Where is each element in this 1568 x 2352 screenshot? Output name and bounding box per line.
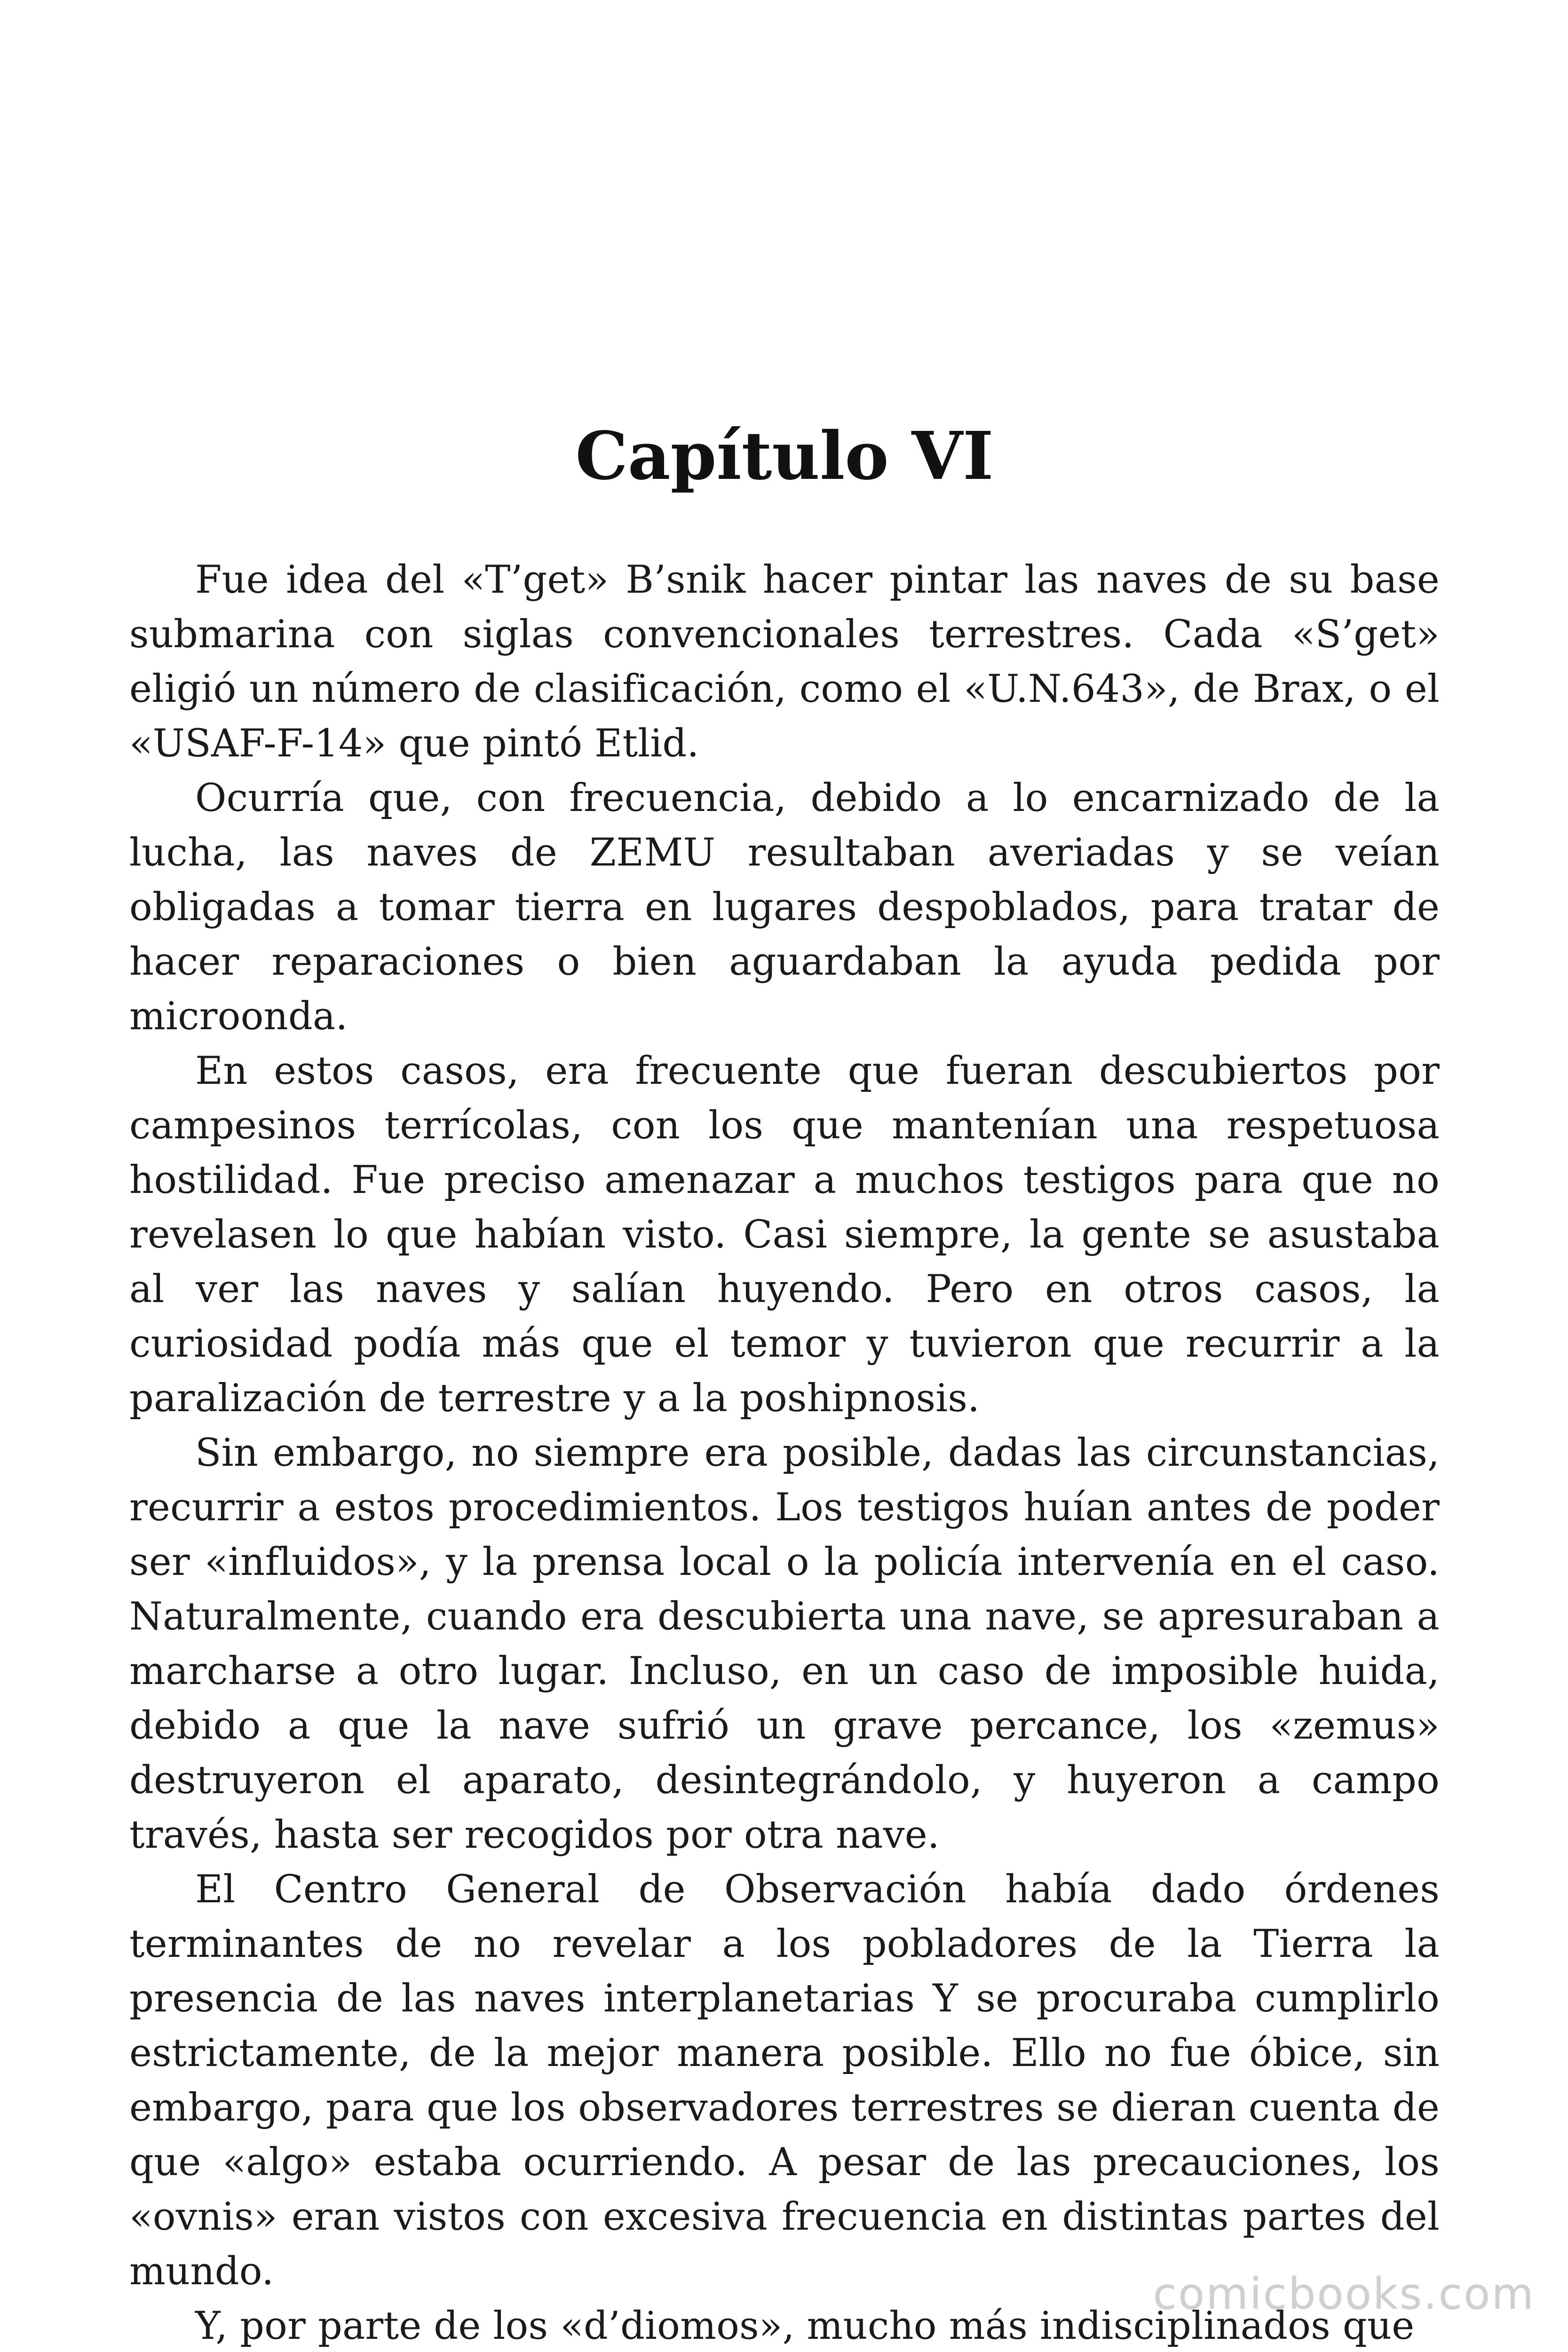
paragraph: En estos casos, era frecuente que fueran descubiertos por campesinos terrícolas, con los que mantenían una respetuosa hostilidad. Fue preciso amenazar a muchos testigos para que no revelasen lo que habían visto. Casi siempre, la gente se asustaba al ver las naves y salían huyendo. Pero en otros casos, la curiosidad podía más que el temor y tuvieron que recurrir a la paralización de terrestre y a la poshipnosis.: [129, 1049, 1440, 1421]
chapter-title: Capítulo VI: [575, 418, 994, 495]
paragraph: Y, por parte de los «d’diomos», mucho más indisciplinados que: [195, 2304, 1415, 2348]
paragraph: Ocurría que, con frecuencia, debido a lo encarnizado de la lucha, las naves de ZEMU resultaban averiadas y se veían obligadas a tomar tierra en lugares despoblados, para tratar de hacer reparaciones o bien aguardaban la ayuda pedida por microonda.: [129, 776, 1440, 1039]
paragraph: Sin embargo, no siempre era posible, dadas las circunstancias, recurrir a estos procedimientos. Los testigos huían antes de poder ser «influidos», y la prensa local o la policía intervenía en el caso. Naturalmente, cuando era descubierta una nave, se apresuraban a marcharse a otro lugar. Incluso, en un caso de imposible huida, debido a que la nave sufrió un grave percance, los «zemus» destruyeron el aparato, desintegrándolo, y huyeron a campo través, hasta ser recogidos por otra nave.: [129, 1431, 1440, 1857]
paragraph: Fue idea del «T’get» B’snik hacer pintar las naves de su base submarina con siglas convencionales terrestres. Cada «S’get» eligió un número de clasificación, como el «U.N.643», de Brax, o el «USAF-F-14» que pintó Etlid.: [129, 558, 1440, 766]
site-watermark: comicbooks.com: [1153, 2269, 1535, 2319]
book-page: [129, 0, 1440, 2352]
chapter-body: [129, 553, 1440, 2352]
paragraph: El Centro General de Observación había dado órdenes terminantes de no revelar a los pobladores de la Tierra la presencia de las naves interplanetarias Y se procuraba cumplirlo estrictamente, de la mejor manera posible. Ello no fue óbice, sin embargo, para que los observadores terrestres se dieran cuenta de que «algo» estaba ocurriendo. A pesar de las precauciones, los «ovnis» eran vistos con excesiva frecuencia en distintas partes del mundo.: [129, 1867, 1440, 2294]
